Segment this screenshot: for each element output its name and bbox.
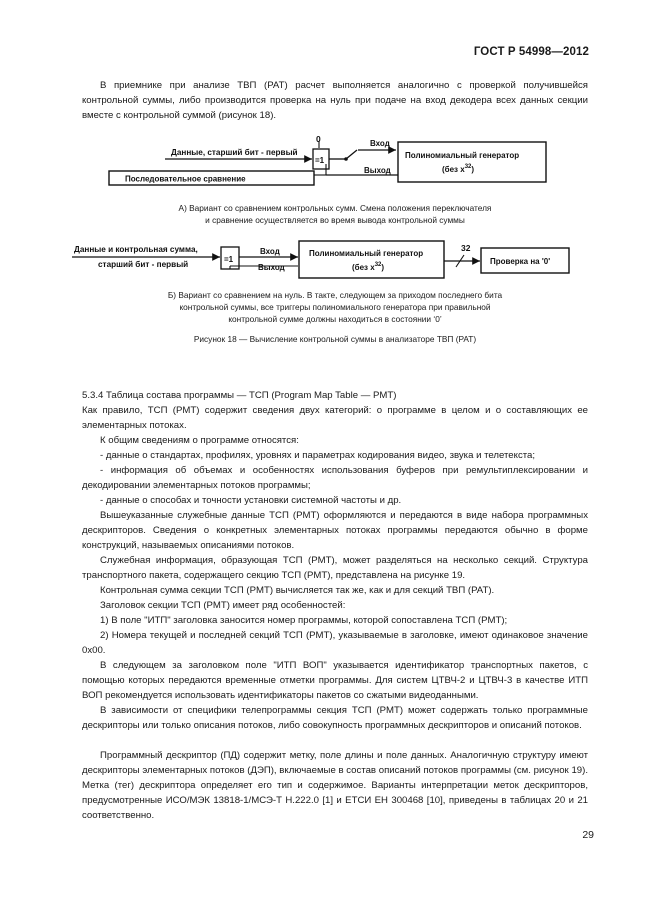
diagram-a	[100, 134, 560, 196]
diagram-a-generator-box	[398, 142, 546, 182]
diagram-b-generator-line1: Полиномиальный генератор	[309, 249, 424, 258]
diagram-b-xor-label: =1	[224, 255, 234, 264]
diagram-b-check-label: Проверка на '0'	[490, 257, 551, 266]
diagram-b-input-line1: Данные и контрольная сумма,	[74, 245, 198, 254]
paragraph-11: 2) Номера текущей и последней секций ТСП (PMT), указываемые в заголовке, имеют одинаковое значение 0x00.	[82, 630, 588, 657]
paragraph-1: Как правило, ТСП (PMT) содержит сведения двух категорий: о программе в целом и о составляющих ее элементарных потоках.	[82, 405, 588, 432]
paragraph-7: Служебная информация, образующая ТСП (PMT), может разделяться на несколько секций. Структура транспортного пакета, содержащего секцию ТСП (PMT), представлена на рисунке 19.	[82, 555, 588, 582]
diagram-b-bus-width: 32	[461, 243, 471, 253]
diagram-a-generator-line2: (без x	[442, 165, 465, 174]
diagram-a-in-label: Вход	[370, 139, 390, 148]
diagram-a-xor-label: =1	[315, 156, 325, 165]
diagram-a-compare-label: Последовательное сравнение	[125, 174, 246, 184]
diagram-b-out-label: Выход	[258, 263, 285, 272]
paragraph-10: 1) В поле "ИТП" заголовка заносится номер программы, которой сопоставлена ТСП (PMT);	[100, 615, 508, 626]
paragraph-3: - данные о стандартах, профилях, уровнях и параметрах кодирования видео, звука и телетекста;	[100, 450, 536, 461]
caption-a-line2: и сравнение осуществляется во время вывода контрольной суммы	[205, 215, 465, 225]
paragraph-2: К общим сведениям о программе относятся:	[100, 435, 299, 446]
diagram-b-generator-box	[299, 241, 444, 278]
diagram-a-out-label: Выход	[364, 166, 391, 175]
diagram-b-generator-line2: (без x	[352, 263, 375, 272]
caption-b-line1: Б) Вариант со сравнением на нуль. В такте, следующем за приходом последнего бита	[167, 290, 503, 300]
section-heading: 5.3.4 Таблица состава программы — ТСП (Program Map Table — PMT)	[82, 390, 397, 401]
diagram-a-zero-label: 0	[316, 134, 321, 144]
paragraph-5: - данные о способах и точности установки системной частоты и др.	[100, 495, 402, 506]
paragraph-14: Программный дескриптор (ПД) содержит метку, поле длины и поле данных. Аналогичную структуру имеют дескрипторы элементарных потоков (ДЭП), включаемые в состав описаний потоков программы (см. рисунок 19). Метка (тег) дескриптора определяет его тип и содержимое. Варианты интерпретации меток дескрипторов, предусмотренные ИСО/МЭК 13818-1/МСЭ-Т H.222.0 [1] и ЕТСИ ЕН 300468 [10], приведены в таблицах 20 и 21 соответственно.	[82, 750, 588, 822]
intro-paragraph: В приемнике при анализе ТВП (PAT) расчет выполняется аналогично с проверкой получившейся контрольной суммы, либо производится проверка на нуль при подаче на вход декодера всех данных секции вместе с контрольной суммой (рисунок 18).	[82, 80, 588, 122]
figure-title: Рисунок 18 — Вычисление контрольной суммы в анализаторе ТВП (PAT)	[193, 334, 477, 344]
paragraph-6: Вышеуказанные служебные данные ТСП (PMT) оформляются и передаются в виде набора программных дескрипторов. Сведения о конкретных элементарных потоках программы передаются обычно в форме конструкций, называемых описаниями потоков.	[82, 510, 588, 552]
caption-a-line1: А) Вариант со сравнением контрольных сумм. Смена положения переключателя	[178, 203, 492, 213]
caption-b-line2: контрольной суммы, все триггеры полиномиального генератора при правильной	[179, 302, 491, 312]
diagram-a-generator-close: )	[471, 165, 475, 174]
diagram-a-generator-sup: 32	[464, 164, 472, 170]
caption-b-line3: контрольной сумме должны находиться в состоянии ‘0’	[228, 314, 442, 324]
diagram-b	[70, 235, 580, 285]
diagram-a-switch-arm	[346, 150, 357, 159]
diagram-b-in-label: Вход	[260, 247, 280, 256]
page-number: 29	[582, 829, 594, 841]
paragraph-4: - информация об объемах и особенностях использования буферов при ремультиплексировании и декодировании элементарных потоков программы;	[82, 465, 588, 492]
diagram-b-input-line2: старший бит - первый	[98, 260, 189, 269]
document-id-header: ГОСТ Р 54998—2012	[473, 46, 589, 58]
diagram-a-generator-line1: Полиномиальный генератор	[405, 151, 520, 160]
diagram-b-generator-close: )	[381, 263, 385, 272]
diagram-b-generator-sup: 32	[374, 262, 382, 268]
paragraph-12: В следующем за заголовком поле "ИТП ВОП" указывается идентификатор транспортных пакетов, с помощью которых передаются временные отметки программы. Для систем ЦТВЧ-2 и ЦТВЧ-3 в качестве ИТП ВОП рекомендуется использовать идентификаторы пакетов со сжатыми видеоданными.	[82, 660, 588, 702]
paragraph-9: Заголовок секции ТСП (PMT) имеет ряд особенностей:	[100, 600, 346, 611]
paragraph-13: В зависимости от специфики телепрограммы секция ТСП (PMT) может содержать только программные дескрипторы или только описания потоков, либо совокупность программных дескрипторов и описаний потоков.	[82, 705, 588, 732]
paragraph-8: Контрольная сумма секции ТСП (PMT) вычисляется так же, как и для секций ТВП (PAT).	[100, 585, 495, 596]
diagram-a-input-label: Данные, старший бит - первый	[171, 148, 298, 157]
